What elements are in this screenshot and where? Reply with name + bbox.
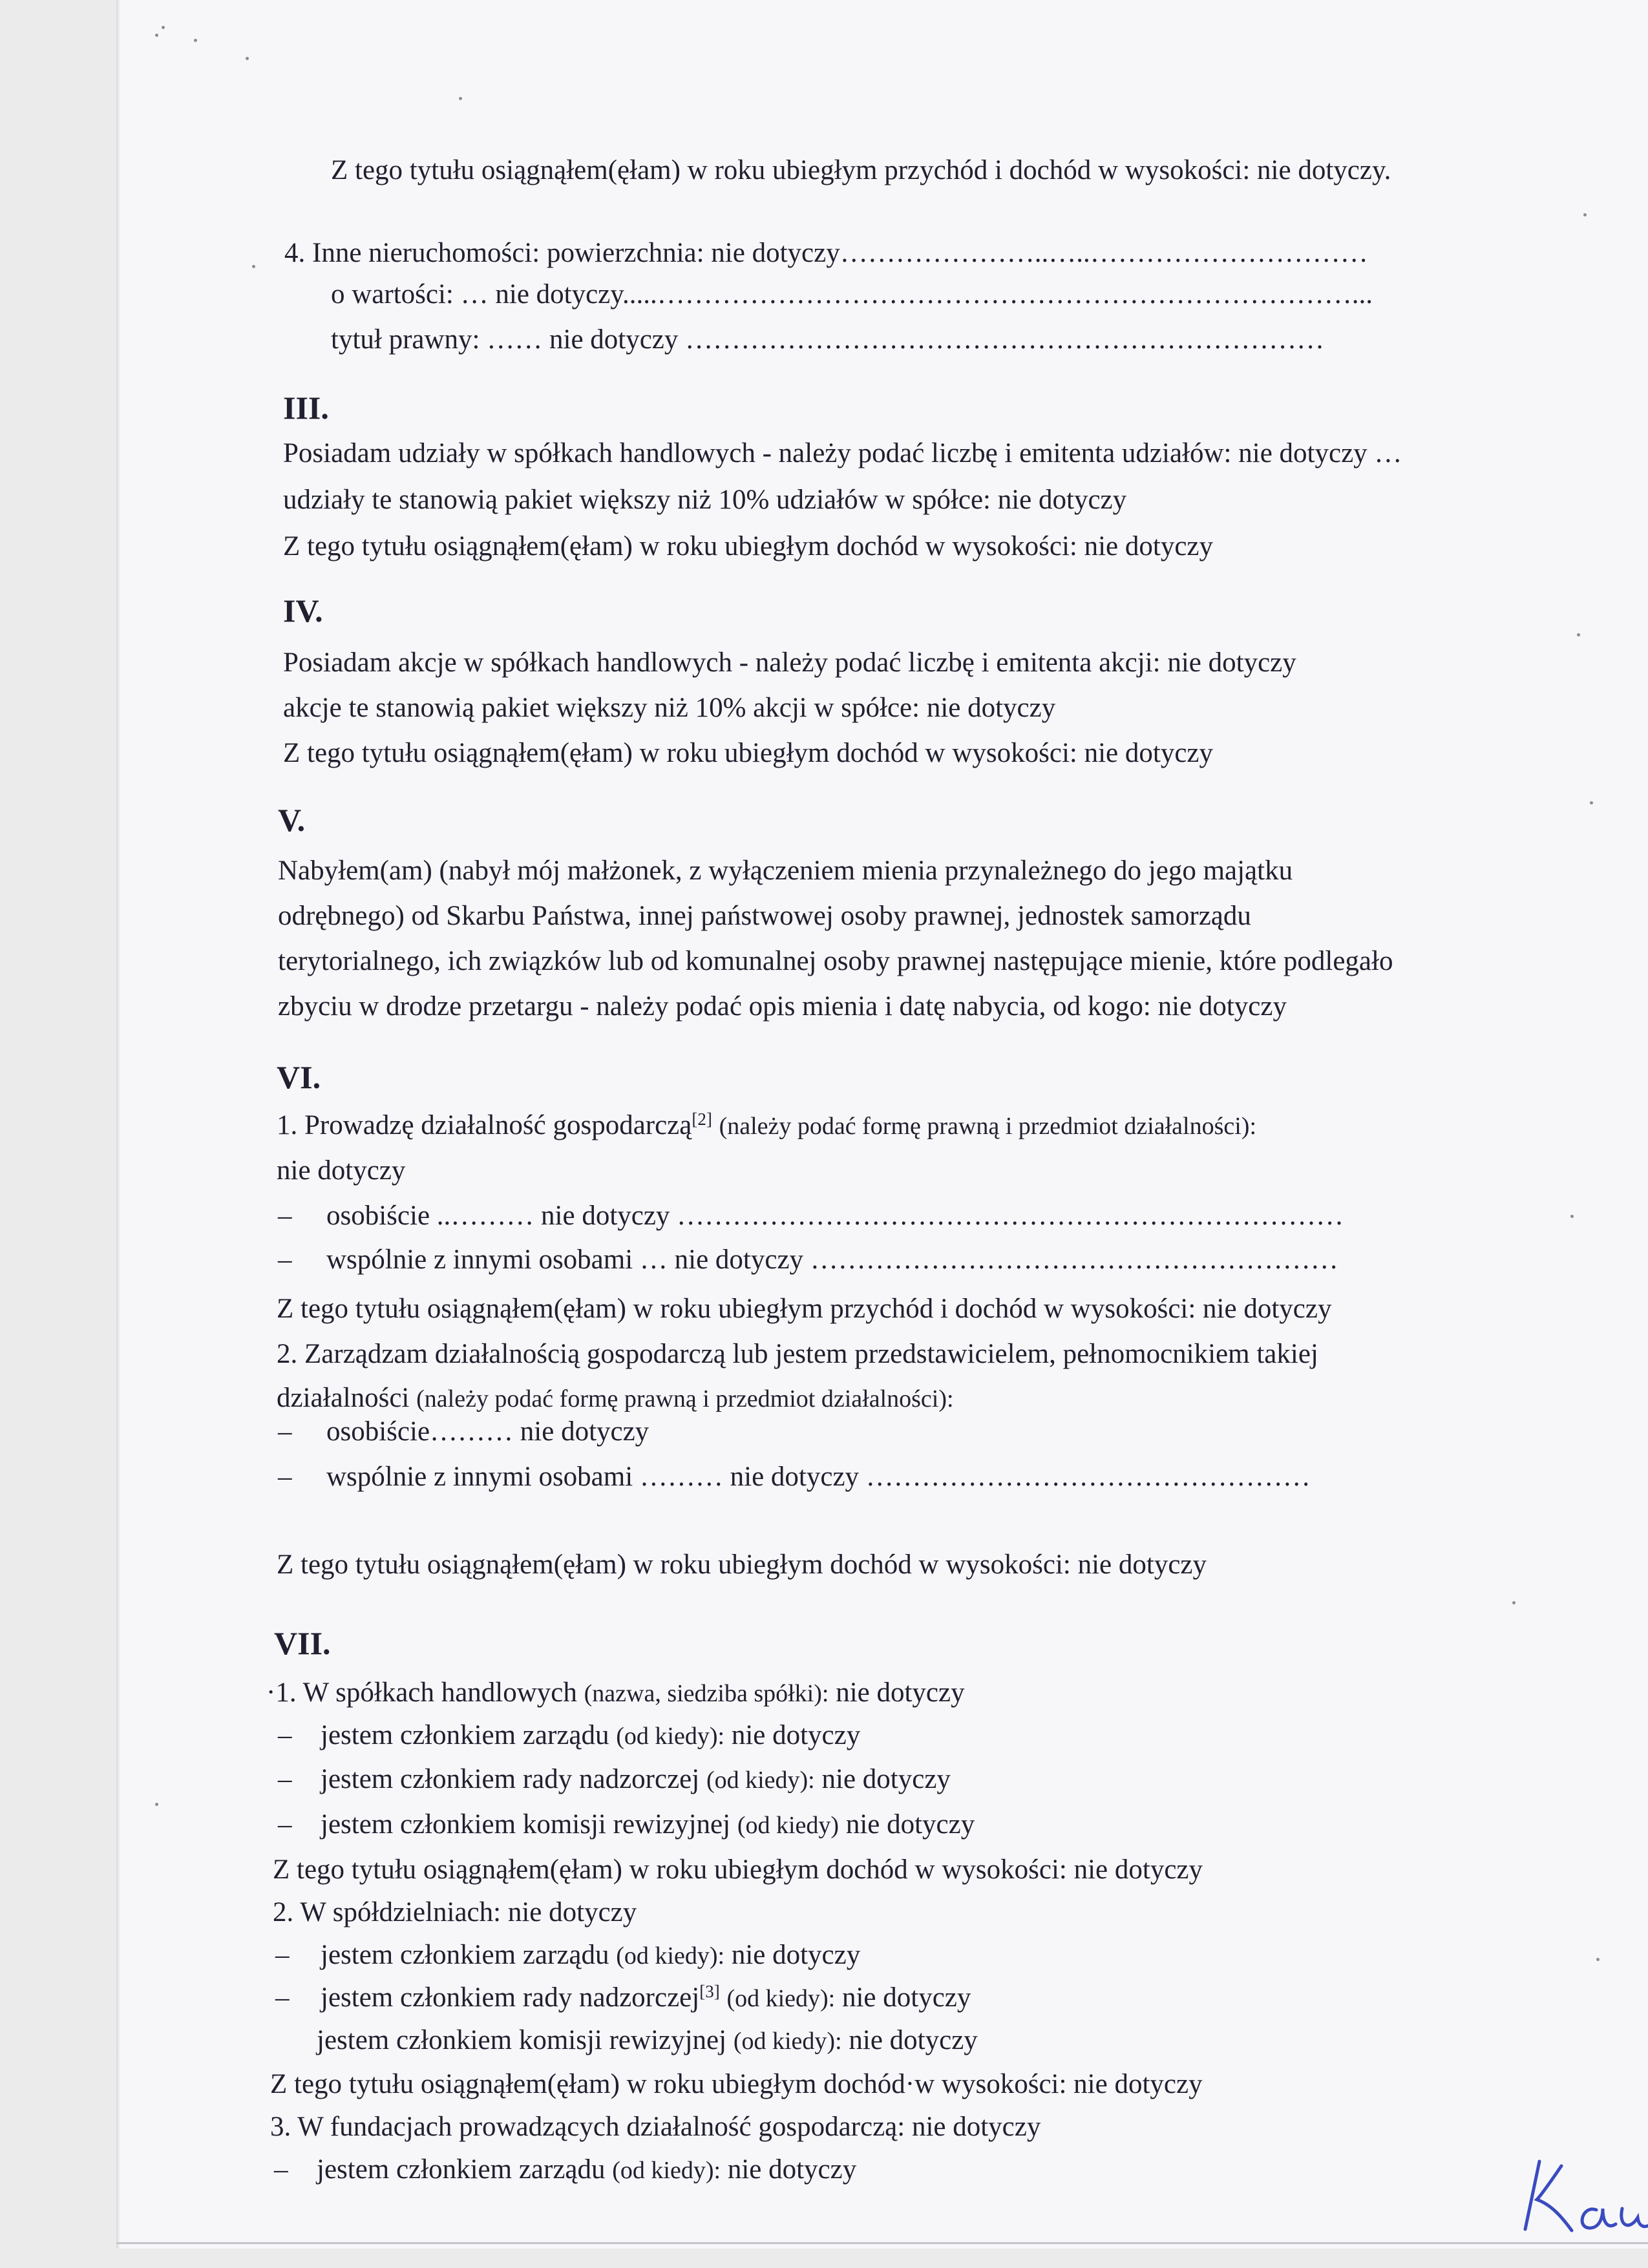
text-line: 2. Zarządzam działalnością gospodarczą lub jestem przedstawicielem, pełnomocnikiem takiej (277, 1339, 1318, 1369)
text-line (277, 1384, 954, 1412)
section-heading: VII. (274, 1625, 331, 1661)
text-line: odrębnego) od Skarbu Państwa, innej państwowej osoby prawnej, jednostek samorządu (278, 901, 1251, 931)
scan-speck (162, 26, 165, 29)
footnote-ref: [3] (699, 1982, 720, 2001)
text-span: ·1. W spółkach handlowych (266, 1677, 577, 1708)
list-dash: – (274, 2154, 288, 2185)
scan-speck (155, 1803, 158, 1806)
list-dash: – (278, 1809, 292, 1840)
text-line: osobiście……… nie dotyczy (326, 1416, 650, 1447)
text-span: działalności (277, 1383, 410, 1413)
text-span: nie dotyczy (727, 2154, 857, 2185)
text-span: (od kiedy): (726, 1985, 836, 2012)
text-span: 1. Prowadzę działalność gospodarczą (277, 1110, 692, 1140)
text-line (277, 1111, 1256, 1139)
text-line (266, 1679, 965, 1706)
text-span: (od kiedy): (616, 1723, 725, 1750)
text-span: jestem członkiem rady nadzorczej (321, 1764, 700, 1794)
text-line: Z tego tytułu osiągnąłem(ęłam) w roku ubiegłym dochód·w wysokości: nie dotyczy (270, 2069, 1203, 2099)
text-span: (od kiedy): (733, 2028, 842, 2055)
page-edge-rule (116, 2242, 1648, 2244)
text-span: jestem członkiem komisji rewizyjnej (317, 2025, 727, 2055)
text-span: nie dotyczy (821, 1764, 951, 1794)
text-span: nie dotyczy (731, 1940, 861, 1970)
text-span: nie dotyczy (849, 2025, 978, 2055)
scan-speck (1596, 1958, 1600, 1961)
scan-speck (459, 97, 462, 100)
scan-speck (246, 57, 249, 60)
text-span: jestem członkiem komisji rewizyjnej (321, 1809, 731, 1840)
list-dash: – (275, 1982, 290, 2013)
scan-speck (1512, 1601, 1516, 1604)
text-span: (od kiedy): (612, 2157, 721, 2184)
text-span: nie dotyczy (731, 1720, 861, 1750)
text-line (321, 1811, 975, 1838)
list-dash: – (278, 1720, 292, 1750)
text-span: (należy podać formę prawną i przedmiot działalności): (719, 1113, 1257, 1140)
footnote-ref: [2] (692, 1109, 712, 1129)
text-line: udziały te stanowią pakiet większy niż 10% udziałów w spółce: nie dotyczy (283, 485, 1127, 515)
text-span: jestem członkiem rady nadzorczej (321, 1982, 700, 2013)
section-heading: IV. (283, 593, 323, 629)
document-page (116, 0, 1648, 2249)
scan-speck (155, 34, 158, 37)
text-line: Z tego tytułu osiągnąłem(ęłam) w roku ubiegłym przychód i dochód w wysokości: nie dotyczy. (331, 155, 1391, 185)
text-line: Z tego tytułu osiągnąłem(ęłam) w roku ubiegłym dochód w wysokości: nie dotyczy (277, 1549, 1207, 1580)
scan-speck (1570, 1215, 1574, 1218)
text-line: tytuł prawny: …… nie dotyczy …………………………………………………………… (331, 324, 1325, 355)
text-line: Z tego tytułu osiągnąłem(ęłam) w roku ubiegłym dochód w wysokości: nie dotyczy (283, 531, 1214, 562)
list-dash: – (278, 1416, 292, 1447)
text-line: Posiadam udziały w spółkach handlowych - należy podać liczbę i emitenta udziałów: nie dotyczy … (283, 438, 1402, 468)
text-span: (należy podać formę prawną i przedmiot działalności): (416, 1385, 954, 1412)
text-line: wspólnie z innymi osobami … nie dotyczy ………………………………………………… (326, 1244, 1338, 1275)
text-line: 3. W fundacjach prowadzących działalność gospodarczą: nie dotyczy (270, 2112, 1041, 2142)
text-line (321, 1721, 860, 1749)
scan-speck (1590, 801, 1593, 804)
text-line: o wartości: … nie dotyczy.....…………………………………………………………………... (331, 279, 1373, 310)
text-span: jestem członkiem zarządu (321, 1720, 609, 1750)
text-span: (od kiedy): (706, 1767, 815, 1794)
list-dash: – (278, 1244, 292, 1275)
section-heading: VI. (277, 1059, 321, 1095)
text-line: Nabyłem(am) (nabył mój małżonek, z wyłączeniem mienia przynależnego do jego majątku (278, 856, 1293, 886)
text-line: Z tego tytułu osiągnąłem(ęłam) w roku ubiegłym przychód i dochód w wysokości: nie dotyczy (277, 1294, 1332, 1324)
section-heading: V. (278, 802, 306, 838)
list-dash: – (278, 1462, 292, 1492)
text-line: 4. Inne nieruchomości: powierzchnia: nie dotyczy…………………..…..………………………… (284, 238, 1368, 268)
text-span: nie dotyczy (836, 1677, 965, 1708)
scan-speck (252, 265, 255, 268)
text-span: (od kiedy): (616, 1942, 725, 1969)
text-line: wspólnie z innymi osobami ……… nie dotyczy ………………………………………… (326, 1462, 1311, 1492)
text-line: terytorialnego, ich związków lub od komunalnej osoby prawnej następujące mienie, które podlegało (278, 946, 1393, 976)
text-span: jestem członkiem zarządu (317, 2154, 606, 2185)
text-line: akcje te stanowią pakiet większy niż 10% akcji w spółce: nie dotyczy (283, 693, 1056, 723)
text-line: Z tego tytułu osiągnąłem(ęłam) w roku ubiegłym dochód w wysokości: nie dotyczy (283, 738, 1214, 768)
text-line: Posiadam akcje w spółkach handlowych - należy podać liczbę i emitenta akcji: nie dotyczy (283, 647, 1296, 678)
text-line: Z tego tytułu osiągnąłem(ęłam) w roku ubiegłym dochód w wysokości: nie dotyczy (273, 1854, 1203, 1885)
handwritten-signature (1499, 2132, 1648, 2242)
text-line (317, 2026, 978, 2054)
text-line (321, 1941, 860, 1969)
list-dash: – (278, 1201, 292, 1231)
text-line: nie dotyczy (277, 1155, 406, 1186)
list-dash: – (278, 1764, 292, 1794)
text-span: (nazwa, siedziba spółki): (584, 1680, 829, 1707)
section-heading: III. (283, 390, 329, 426)
text-span: nie dotyczy (841, 1982, 971, 2013)
scan-speck (1583, 213, 1587, 216)
text-line (317, 2156, 856, 2183)
text-span: (od kiedy) (737, 1812, 840, 1839)
text-line: zbyciu w drodze przetargu - należy podać opis mienia i datę nabycia, od kogo: nie dotyczy (278, 991, 1287, 1022)
text-span: jestem członkiem zarządu (321, 1940, 609, 1970)
text-span: nie dotyczy (845, 1809, 975, 1840)
text-line (321, 1765, 951, 1793)
scan-speck (1577, 633, 1580, 636)
text-line: osobiście ..……… nie dotyczy ……………………………………………………………… (326, 1201, 1344, 1231)
text-line (321, 1984, 971, 2011)
text-line: 2. W spółdzielniach: nie dotyczy (273, 1897, 637, 1927)
scan-speck (194, 39, 197, 42)
list-dash: – (275, 1940, 290, 1970)
